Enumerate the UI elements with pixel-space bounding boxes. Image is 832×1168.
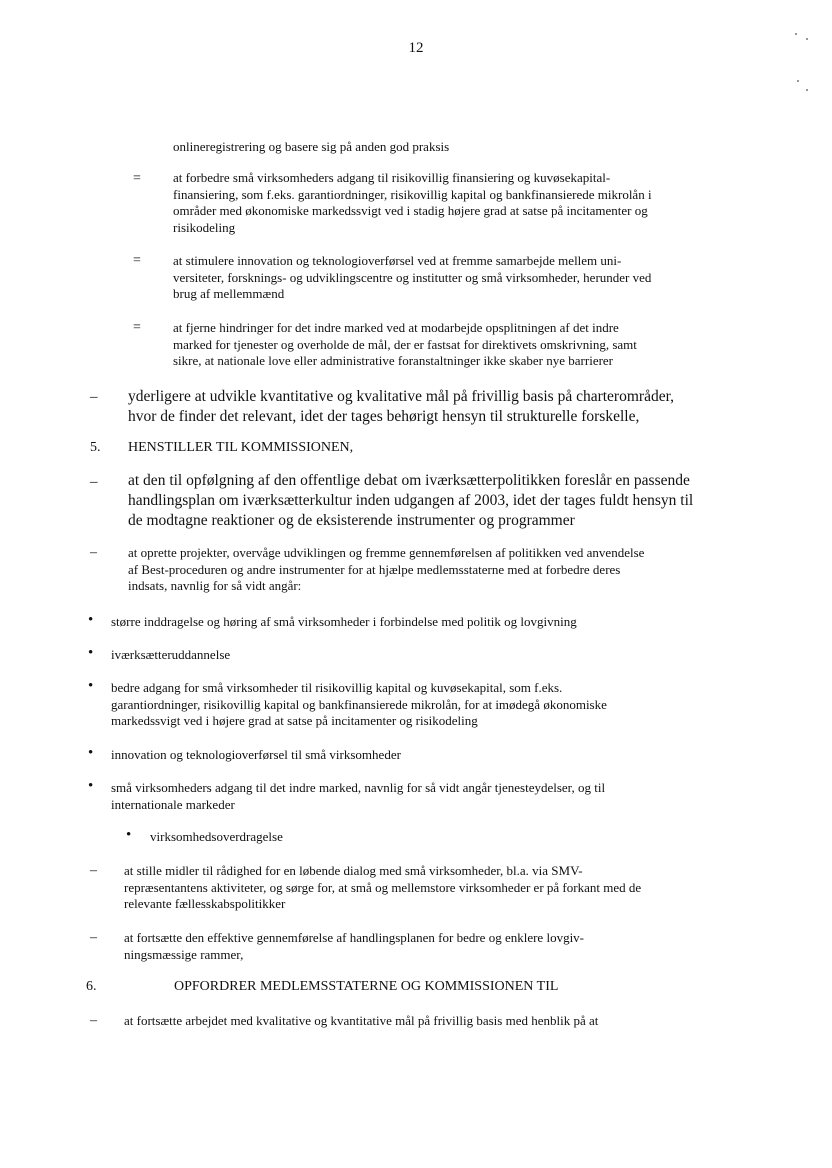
bullet-item-5: små virksomheders adgang til det indre marked, navnlig for så vidt angår tjenesteydelser, og til internationale markeder bbox=[111, 780, 606, 812]
intro-line: onlineregistrering og basere sig på anden god praksis bbox=[173, 139, 450, 154]
bullet-marker: • bbox=[88, 645, 94, 661]
dash-marker: – bbox=[90, 863, 97, 878]
eq-item-2: at stimulere innovation og teknologioverførsel ved at fremme samarbejde mellem uni- versiteter, forsknings- og udviklingscentre og institutter og små virksomheder, herunder ved brug af mellemmænd bbox=[173, 253, 652, 301]
bullet-item-2: iværksætteruddannelse bbox=[111, 647, 231, 662]
bullet-item-1: større inddragelse og høring af små virksomheder i forbindelse med politik og lovgivning bbox=[111, 614, 577, 629]
equals-marker: = bbox=[133, 320, 141, 335]
dash-item-6: at fortsætte arbejdet med kvalitative og kvantitative mål på frivillig basis med henblik på at bbox=[124, 1013, 599, 1028]
equals-marker: = bbox=[133, 171, 141, 186]
section-5-number: 5. bbox=[90, 440, 101, 455]
page-number: 12 bbox=[408, 40, 424, 56]
dash-marker: – bbox=[90, 1013, 97, 1028]
dash-item-5: at fortsætte den effektive gennemførelse af handlingsplanen for bedre og enklere lovgiv- ningsmæssige rammer, bbox=[124, 930, 585, 962]
dash-item-4: at stille midler til rådighed for en løbende dialog med små virksomheder, bl.a. via SMV- repræsentantens aktiviteter, og sørge for, at små og mellemstore virksomheder er på forkant med de relevante fællesskabspolitikker bbox=[124, 863, 642, 911]
dash-item-2: at den til opfølgning af den offentlige debat om iværksætterpolitikken foreslår en passende handlingsplan om iværksætterkultur inden udgangen af 2003, idet der tages fuldt hensyn til de modtagne reaktioner og de eksisterende instrumenter og programmer bbox=[128, 472, 694, 529]
scan-speck bbox=[797, 80, 799, 82]
dash-item-1: yderligere at udvikle kvantitative og kvalitative mål på frivillig basis på charterområder, hvor de finder det relevant, idet der tages behørigt hensyn til strukturelle forskelle, bbox=[128, 388, 674, 425]
dash-marker: – bbox=[90, 389, 98, 405]
dash-item-3: at oprette projekter, overvåge udviklingen og fremme gennemførelsen af politikken ved anvendelse af Best-proceduren og andre instrumenter for at hjælpe medlemsstaterne med at forbedre deres indsats, navnlig for så vidt angår: bbox=[128, 545, 645, 593]
scan-speck bbox=[806, 89, 808, 91]
dash-marker: – bbox=[90, 474, 98, 490]
scan-speck bbox=[795, 33, 797, 35]
section-6-heading: OPFORDRER MEDLEMSSTATERNE OG KOMMISSIONEN TIL bbox=[174, 979, 559, 994]
bullet-marker: • bbox=[88, 612, 94, 628]
bullet-marker: • bbox=[88, 678, 94, 694]
eq-item-1: at forbedre små virksomheders adgang til risikovillig finansiering og kuvøsekapital- finansiering, som f.eks. garantiordninger, risikovillig kapital og bankfinansierede mikrolån i områder med økonomiske markedssvigt ved i stadig højere grad at satse på incitamenter og risikodeling bbox=[173, 170, 652, 235]
bullet-item-3: bedre adgang for små virksomheder til risikovillig kapital og kuvøsekapital, som f.eks. garantiordninger, risikovillig kapital og bankfinansierede mikrolån, for at imødegå økonomiske markedssvigt ved i højere grad at satse på incitamenter og risikodeling bbox=[111, 680, 607, 728]
sub-bullet-marker: • bbox=[126, 827, 132, 843]
equals-marker: = bbox=[133, 253, 141, 268]
eq-item-3: at fjerne hindringer for det indre marked ved at modarbejde opsplitningen af det indre marked for tjenester og overholde de mål, der er fastsat for direktivets omskrivning, samt sikre, at nationale love eller administrative foranstaltninger ikke skaber nye barrierer bbox=[173, 320, 637, 368]
section-6-number: 6. bbox=[86, 979, 97, 994]
bullet-item-4: innovation og teknologioverførsel til små virksomheder bbox=[111, 747, 401, 762]
sub-bullet-item: virksomhedsoverdragelse bbox=[150, 829, 283, 844]
bullet-marker: • bbox=[88, 745, 94, 761]
section-5-heading: HENSTILLER TIL KOMMISSIONEN, bbox=[128, 440, 354, 455]
dash-marker: – bbox=[90, 930, 97, 945]
bullet-marker: • bbox=[88, 778, 94, 794]
dash-marker: – bbox=[90, 545, 97, 560]
